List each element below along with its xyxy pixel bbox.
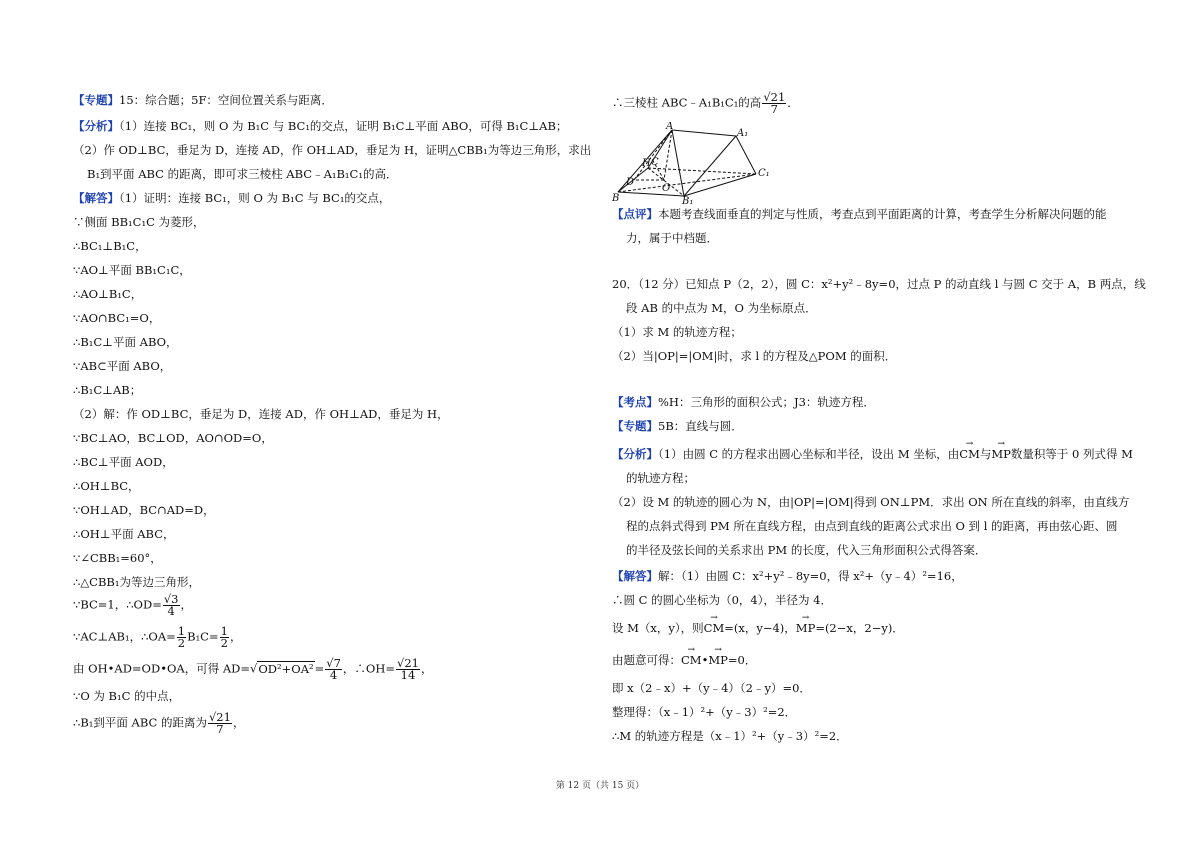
height-text: ∴三棱柱 ABC﹣A₁B₁C₁的高 xyxy=(612,95,762,110)
proof-step: ∵OH⊥AD，BC∩AD=D， xyxy=(73,503,215,517)
zhuanti-text: 5B：直线与圆． xyxy=(658,419,743,433)
height-end: ． xyxy=(787,95,799,110)
label-h: H xyxy=(642,158,651,169)
jieda-line xyxy=(612,568,963,584)
height-num: √21 xyxy=(763,90,786,104)
proof-step: ∵AB⊂平面 ABO， xyxy=(73,359,172,373)
fenxi-line-3: （2）设 M 的轨迹的圆心为 N，由|OP|=|OM|得到 ON⊥PM．求出 ON 所在直线的斜率，由直线方 xyxy=(612,495,1130,509)
kaodian-tag: 【考点】 xyxy=(612,395,658,409)
review-line-1 xyxy=(612,206,1107,222)
bc-text: ∵BC=1，∴OD= xyxy=(73,597,162,612)
eq2-line: 整理得：（x﹣1）²+（y﹣3）²=2． xyxy=(612,705,797,719)
fenxi-text-1b: 数量积等于 0 列式得 M xyxy=(1010,447,1133,461)
problem-q2: （2）当|OP|=|OM|时，求 l 的方程及△POM 的面积． xyxy=(612,349,897,363)
oa-num-2: 1 xyxy=(220,624,228,638)
vector-mp-3: → MP xyxy=(708,652,728,668)
fenxi-line-5: 的半径及弦长间的关系求出 PM 的长度，代入三角形面积公式得答案． xyxy=(626,543,987,557)
distance-den: 7 xyxy=(216,722,224,736)
oh-mid: ，∴OH= xyxy=(342,661,396,676)
analysis-line-1 xyxy=(73,118,567,134)
jieda-text: 解：（1）由圆 C：x²+y²﹣8y=0，得 x²+（y﹣4）²=16， xyxy=(658,569,963,583)
od-num: √3 xyxy=(163,592,179,606)
oh-fraction xyxy=(396,658,420,681)
edge-a1-b1 xyxy=(684,136,736,196)
vector-mp-2: → MP xyxy=(796,620,816,636)
edge-c-c1 xyxy=(648,168,756,174)
oa-fraction-2 xyxy=(220,626,229,649)
bc-end: ， xyxy=(180,597,192,612)
label-b: B xyxy=(612,193,620,204)
proof-step: ∴B₁C⊥AB； xyxy=(73,383,142,397)
analysis-text-1: （1）连接 BC₁，则 O 为 B₁C 与 BC₁的交点，证明 B₁C⊥平面 ABO，可得 B₁C⊥AB； xyxy=(119,119,568,133)
proof-step: ∴OH⊥平面 ABC， xyxy=(73,527,175,541)
label-o: O xyxy=(662,183,671,194)
ac-line xyxy=(73,626,241,649)
proof-step: ∵BC⊥AO，BC⊥OD，AO∩OD=O， xyxy=(73,431,273,445)
edge-b1-c1 xyxy=(684,174,756,196)
topic-text: 15：综合题；5F：空间位置关系与距离． xyxy=(119,93,333,107)
fenxi-text-1a: （1）由圆 C 的方程求出圆心坐标和半径，设出 M 坐标，由 xyxy=(658,447,960,461)
label-d: D xyxy=(626,177,635,188)
oh-den: 14 xyxy=(400,668,416,682)
vector-mp: → MP xyxy=(991,446,1011,462)
review-tag: 【点评】 xyxy=(612,207,658,221)
prism-figure xyxy=(612,122,772,204)
problem-line-1: 20．（12 分）已知点 P（2，2），圆 C：x²+y²﹣8y=0，过点 P 的动直线 l 与圆 C 交于 A，B 两点，线 xyxy=(612,277,1146,291)
height-line xyxy=(612,92,799,115)
fenxi-line-4: 程的点斜式得到 PM 所在直线方程，由点到直线的距离公式求出 O 到 l 的距离，再由弦心距、圆 xyxy=(626,519,1118,533)
proof-step: ∵AO⊥平面 BB₁C₁C， xyxy=(73,263,191,277)
fenxi-line-1 xyxy=(612,446,1133,462)
proof-step: ∵∠CBB₁=60°， xyxy=(73,551,162,565)
zhuanti-line xyxy=(612,418,743,434)
proof-step: ∵AO∩BC₁=O， xyxy=(73,311,161,325)
ad-den: 4 xyxy=(329,668,338,682)
ac-end: ， xyxy=(229,629,242,644)
analysis-tag: 【分析】 xyxy=(73,119,119,133)
condition-line xyxy=(612,652,756,668)
proof-step: ∴BC⊥平面 AOD， xyxy=(73,455,174,469)
od-den: 4 xyxy=(167,604,175,618)
distance-text: ∴B₁到平面 ABC 的距离为 xyxy=(73,715,207,730)
set-m-mp: =(2−x，2−y)． xyxy=(815,621,904,635)
proof-step: ∵侧面 BB₁C₁C 为菱形， xyxy=(73,215,205,229)
oa-fraction-1 xyxy=(177,626,186,649)
analysis-line-3: B₁到平面 ABC 的距离，即可求三棱柱 ABC﹣A₁B₁C₁的高． xyxy=(87,167,398,181)
edge-a-a1 xyxy=(672,130,736,136)
set-m-text: 设 M（x，y），则 xyxy=(612,621,704,635)
solution-text-1: （1）证明：连接 BC₁，则 O 为 B₁C 与 BC₁的交点， xyxy=(119,191,391,205)
jieda-tag: 【解答】 xyxy=(612,569,658,583)
distance-num: √21 xyxy=(208,710,231,724)
solution-tag: 【解答】 xyxy=(73,191,119,205)
oa-den-1: 2 xyxy=(177,636,186,650)
vector-cm-2: → CM xyxy=(704,620,725,636)
zhuanti-tag: 【专题】 xyxy=(612,419,658,433)
proof-step: ∴△CBB₁为等边三角形， xyxy=(73,575,200,589)
ad-fraction xyxy=(325,658,342,681)
eq1-line: 即 x（2﹣x）+（y﹣4）（2﹣y）=0． xyxy=(612,681,811,695)
proof-step: ∴BC₁⊥B₁C， xyxy=(73,239,147,253)
set-m-cm: =(x，y−4)， xyxy=(724,621,796,635)
set-m-line xyxy=(612,620,904,636)
topic-tag: 【专题】 xyxy=(73,93,119,107)
distance-end: ， xyxy=(232,715,245,730)
problem-q1: （1）求 M 的轨迹方程； xyxy=(612,325,742,339)
oh-eq: = xyxy=(314,661,325,676)
review-text-1: 本题考查线面垂直的判定与性质，考查点到平面距离的计算，考查学生分析解决问题的能 xyxy=(658,207,1107,221)
oh-text: 由 OH•AD=OD•OA，可得 AD= xyxy=(73,661,251,676)
oh-end: ， xyxy=(420,661,433,676)
dot-op: • xyxy=(701,653,709,667)
proof-step: ∴AO⊥B₁C， xyxy=(73,287,143,301)
label-c1: C₁ xyxy=(758,168,770,179)
condition-end: =0． xyxy=(727,653,757,667)
proof-step: （2）解：作 OD⊥BC，垂足为 D，连接 AD，作 OH⊥AD，垂足为 H， xyxy=(73,407,449,421)
label-b1: B₁ xyxy=(682,196,694,204)
vector-cm: → CM xyxy=(959,446,980,462)
label-a1: A₁ xyxy=(737,128,749,139)
solution-line-1 xyxy=(73,190,390,206)
page-footer: 第 12 页（共 15 页） xyxy=(555,781,645,791)
review-line-2: 力，属于中档题． xyxy=(626,231,718,245)
ad-radical: OD²+OA² xyxy=(258,661,314,676)
center-line: ∴圆 C 的圆心坐标为（0，4），半径为 4． xyxy=(612,593,832,607)
label-c: C xyxy=(651,157,659,168)
ac-text: ∵AC⊥AB₁，∴OA= xyxy=(73,629,176,644)
height-den: 7 xyxy=(770,102,778,116)
oa-den-2: 2 xyxy=(220,636,228,650)
ad-num: √7 xyxy=(326,656,341,670)
kaodian-line xyxy=(612,394,875,410)
label-a: A xyxy=(666,122,674,132)
proof-step: ∴OH⊥BC， xyxy=(73,479,140,493)
condition-text: 由题意可得： xyxy=(612,653,681,667)
fenxi-line-2: 的轨迹方程； xyxy=(626,471,695,485)
oh-line: 由 OH•AD=OD•OA，可得 AD=√OD²+OA²= $\frac{√7}{4}$ ，∴OH= $\frac{√21}{14}$ ， xyxy=(73,656,433,682)
ac-mid: B₁C= xyxy=(187,629,219,644)
eq3-line: ∴M 的轨迹方程是（x﹣1）²+（y﹣3）²=2． xyxy=(612,729,848,743)
diag-b-c1 xyxy=(618,174,756,192)
distance-fraction xyxy=(208,712,232,735)
proof-step: ∴B₁C⊥平面 ABO， xyxy=(73,335,178,349)
edge-a1-c1 xyxy=(736,136,756,174)
edge-a-b1 xyxy=(672,130,684,196)
oh-num: √21 xyxy=(397,656,419,670)
topic-line xyxy=(73,92,333,108)
edge-b-b1 xyxy=(618,192,684,196)
fenxi-and: 与 xyxy=(979,447,992,461)
problem-line-2: 段 AB 的中点为 M，O 为坐标原点． xyxy=(626,301,817,315)
od-fraction xyxy=(163,594,180,617)
kaodian-text: %H：三角形的面积公式；J3：轨迹方程． xyxy=(658,395,875,409)
midpoint-line: ∵O 为 B₁C 的中点， xyxy=(73,689,181,703)
oa-num-1: 1 xyxy=(177,624,186,638)
vector-cm-3: → CM xyxy=(681,652,702,668)
bc-line xyxy=(73,594,192,617)
height-fraction xyxy=(762,92,786,115)
analysis-line-2: （2）作 OD⊥BC，垂足为 D，连接 AD，作 OH⊥AD，垂足为 H，证明△CBB₁为等边三角形，求出 xyxy=(73,143,592,157)
distance-line xyxy=(73,712,244,735)
fenxi-tag: 【分析】 xyxy=(612,447,658,461)
